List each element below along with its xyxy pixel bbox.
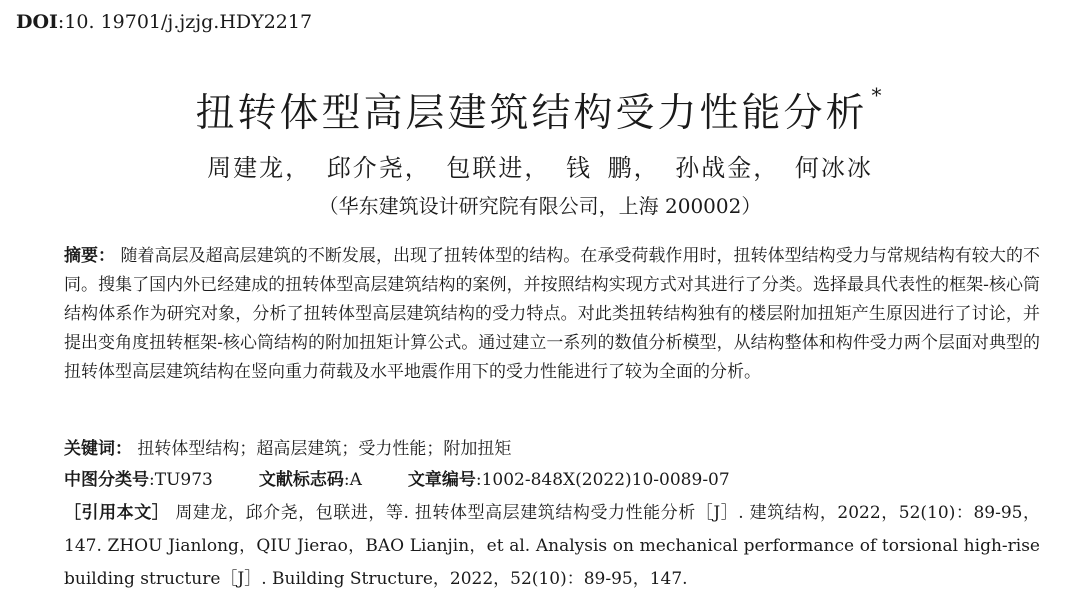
abstract [64,242,1040,387]
abstract-text: 随着高层及超高层建筑的不断发展，出现了扭转体型的结构。在承受荷载作用时，扭转体型结构受力与常规结构有较大的不同。搜集了国内外已经建成的扭转体型高层建筑结构的案例，并按照结构实现方式对其进行了分类。选择最具代表性的框架-核心筒结构体系作为研究对象，分析了扭转体型高层建筑结构的受力特点。对此类扭转结构独有的楼层附加扭矩产生原因进行了讨论，并提出变角度扭转框架-核心筒结构的附加扭矩计算公式。通过建立一系列的数值分析模型，从结构整体和构件受力两个层面对典型的扭转体型高层建筑结构在竖向重力荷载及水平地震作用下的受力性能进行了较为全面的分析。 [64,246,1041,382]
citation-label: ［引用本文］ [64,503,170,523]
doi-label: DOI [16,11,58,33]
citation [64,497,1040,596]
keywords-label: 关键词： [64,439,132,459]
classification-line [64,466,776,494]
article-number: 文章编号:1002-848X(2022)10-0089-07 [407,470,730,490]
paper-title [0,64,1080,145]
keywords [64,435,511,463]
paper-title-text: 扭转体型高层建筑结构受力性能分析 [195,91,868,136]
clc-number: 中图分类号:TU973 [64,470,213,490]
doi-value[interactable]: :10. 19701/j.jzjg.HDY2217 [57,11,313,33]
document-code: 文献标志码:A [258,470,362,490]
affiliation: （华东建筑设计研究院有限公司，上海 200002） [318,194,762,218]
keywords-text: 扭转体型结构；超高层建筑；受力性能；附加扭矩 [137,439,512,459]
citation-text: 周建龙，邱介尧，包联进，等. 扭转体型高层建筑结构受力性能分析［J］. 建筑结构，2022，52(10)：89-95，147. ZHOU Jianlong，QIU Jierao，BAO Lianjin，et al. Analysis on mechanical performance of torsional high-rise building structure［J］. Building Structure，2022，52(10)：89-95，147. [64,503,1041,589]
author-list: 周建龙， 邱介尧， 包联进， 钱 鹏， 孙战金， 何冰冰 [207,154,873,182]
doi-line [16,8,312,36]
footnote-mark: * [871,83,885,107]
abstract-label: 摘要： [64,246,116,266]
